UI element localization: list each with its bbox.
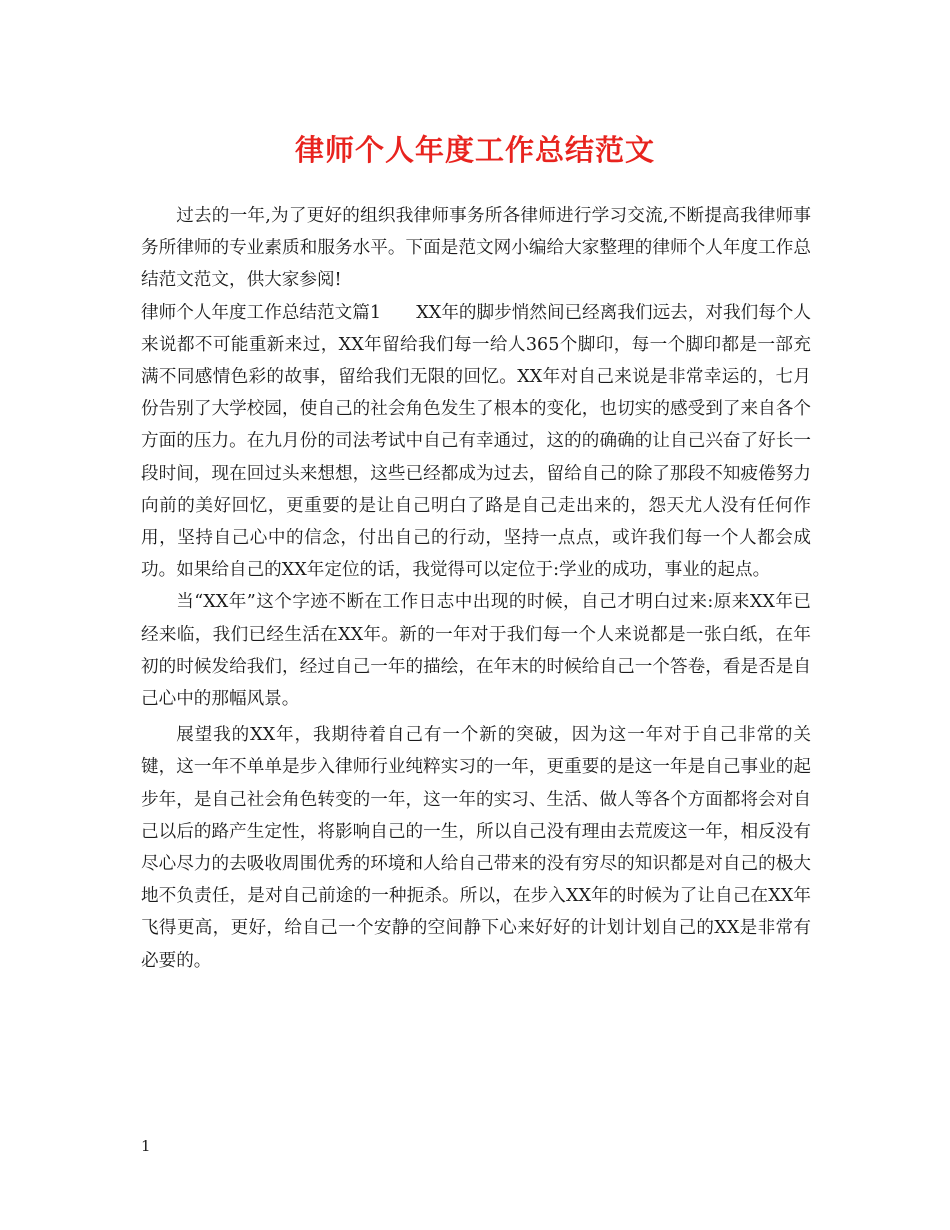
intro-paragraph: 过去的一年,为了更好的组织我律师事务所各律师进行学习交流,不断提高我律师事务所律师的专业素质和服务水平。下面是范文网小编给大家整理的律师个人年度工作总结范文范文，供大家参阅! [141,206,811,291]
document-body [141,200,811,981]
body-paragraph-2: 当“XX年”这个字迹不断在工作日志中出现的时候，自己才明白过来:原来XX年已经来临，我们已经生活在XX年。新的一年对于我们每一个人来说都是一张白纸，在年初的时候发给我们，经过自己一年的描绘，在年末的时候给自己一个答卷，看是否是自己心中的那幅风景。 [141,592,811,710]
document-title: 律师个人年度工作总结范文 [294,133,655,167]
section-1-paragraph: 律师个人年度工作总结范文篇1 XX年的脚步悄然间已经离我们远去，对我们每个人来说都不可能重新来过，XX年留给我们每一给人365个脚印，每一个脚印都是一部充满不同感情色彩的故事，留给我们无限的回忆。XX年对自己来说是非常幸运的，七月份告别了大学校园，使自己的社会角色发生了根本的变化，也切实的感受到了来自各个方面的压力。在九月份的司法考试中自己有幸通过，这的的确确的让自己兴奋了好长一段时间，现在回过头来想想，这些已经都成为过去，留给自己的除了那段不知疲倦努力向前的美好回忆，更重要的是让自己明白了路是自己走出来的，怨天尤人没有任何作用，坚持自己心中的信念，付出自己的行动，坚持一点点，或许我们每一个人都会成功。如果给自己的XX年定位的话，我觉得可以定位于:学业的成功，事业的起点。 [141,302,811,581]
body-paragraph-3: 展望我的XX年，我期待着自己有一个新的突破，因为这一年对于自己非常的关键，这一年不单单是步入律师行业纯粹实习的一年，更重要的是这一年是自己事业的起步年，是自己社会角色转变的一年，这一年的实习、生活、做人等各个方面都将会对自己以后的路产生定性，将影响自己的一生，所以自己没有理由去荒废这一年，相反没有尽心尽力的去吸收周围优秀的环境和人给自己带来的没有穷尽的知识都是对自己的极大地不负责任，是对自己前途的一种扼杀。所以，在步入XX年的时候为了让自己在XX年飞得更高，更好，给自己一个安静的空间静下心来好好的计划计划自己的XX是非常有必要的。 [141,725,811,971]
page-number: 1 [141,1137,151,1155]
